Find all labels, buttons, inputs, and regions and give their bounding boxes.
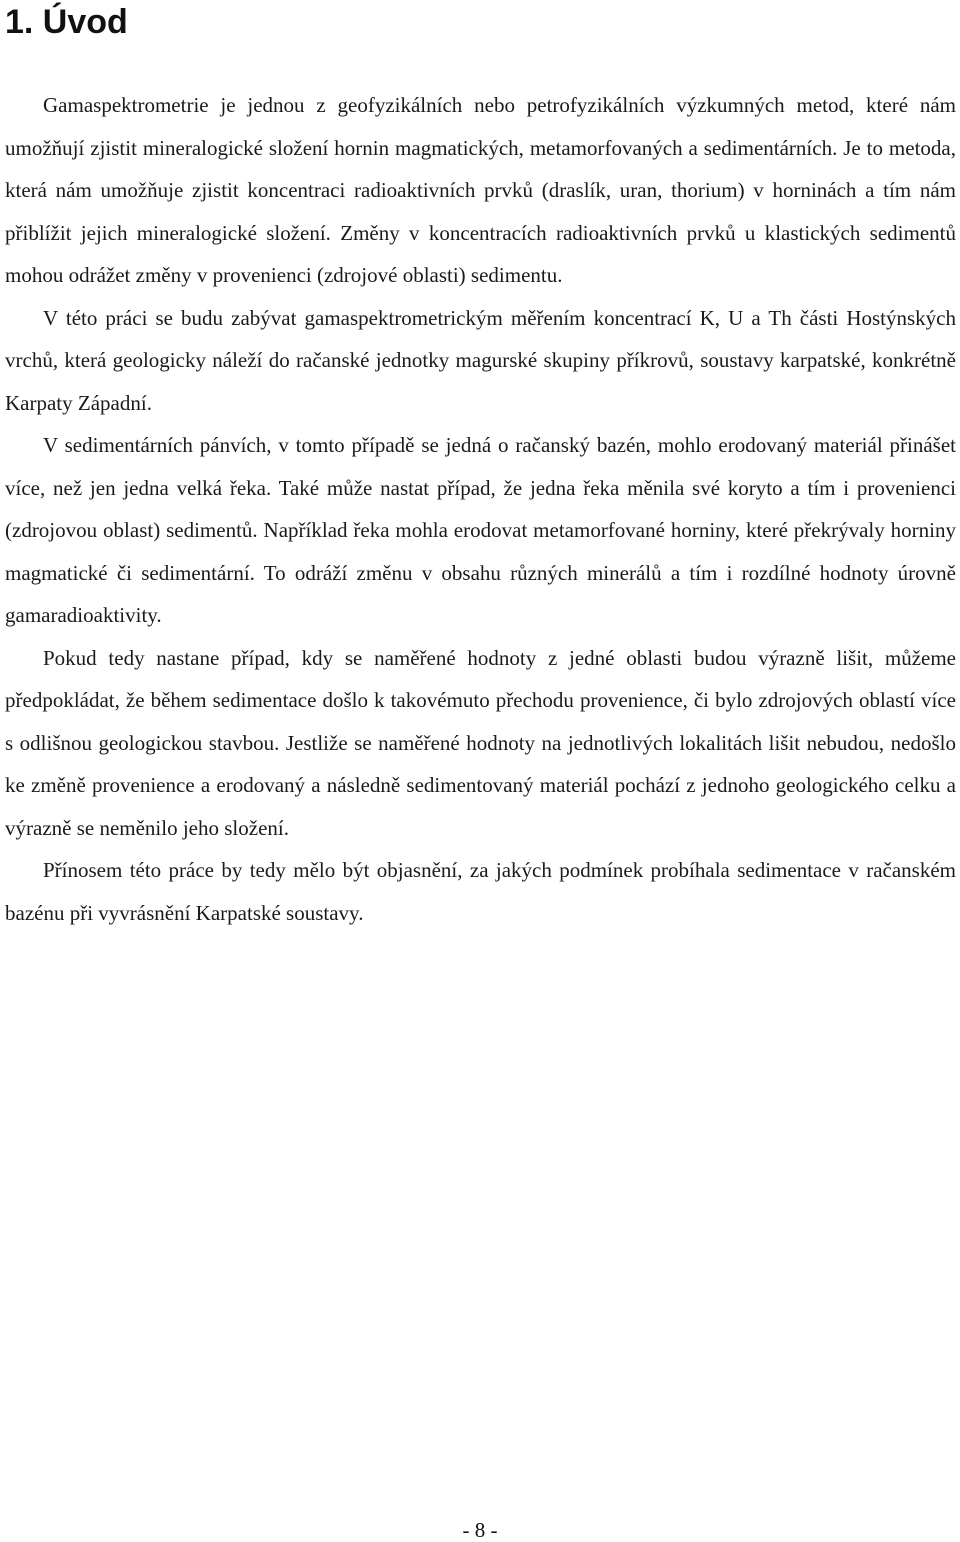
body-text	[5, 84, 956, 934]
paragraph-5: Přínosem této práce by tedy mělo být objasnění, za jakých podmínek probíhala sedimentace v račanském bazénu při vyvrásnění Karpatské soustavy.	[5, 858, 956, 925]
paragraph-2: V této práci se budu zabývat gamaspektrometrickým měřením koncentrací K, U a Th části Hostýnských vrchů, která geologicky náleží do račanské jednotky magurské skupiny příkrovů, soustavy karpatské, konkrétně Karpaty Západní.	[5, 305, 956, 415]
paragraph-3: V sedimentárních pánvích, v tomto případě se jedná o račanský bazén, mohlo erodovaný materiál přinášet více, než jen jedna velká řeka. Také může nastat případ, že jedna řeka měnila své koryto a tím i provenienci (zdrojovou oblast) sedimentů. Například řeka mohla erodovat metamorfované horniny, které překrývaly horniny magmatické či sedimentární. To odráží změnu v obsahu různých minerálů a tím i rozdílné hodnoty úrovně gamaradioaktivity.	[5, 433, 956, 627]
paragraph-4: Pokud tedy nastane případ, kdy se naměřené hodnoty z jedné oblasti budou výrazně lišit, můžeme předpokládat, že během sedimentace došlo k takovémuto přechodu provenience, či bylo zdrojových oblastí více s odlišnou geologickou stavbou. Jestliže se naměřené hodnoty na jednotlivých lokalitách lišit nebudou, nedošlo ke změně provenience a erodovaný a následně sedimentovaný materiál pochází z jednoho geologického celku a výrazně se neměnilo jeho složení.	[5, 645, 956, 840]
paragraph-1: Gamaspektrometrie je jednou z geofyzikálních nebo petrofyzikálních výzkumných metod, které nám umožňují zjistit mineralogické složení hornin magmatických, metamorfovaných a sedimentárních. Je to metoda, která nám umožňuje zjistit koncentraci radioaktivních prvků (draslík, uran, thorium) v horninách a tím nám přiblížit jejich mineralogické složení. Změny v koncentracích radioaktivních prvků u klastických sedimentů mohou odrážet změny v provenienci (zdrojové oblasti) sedimentu.	[5, 93, 956, 287]
page-number: - 8 -	[462, 1518, 498, 1542]
page-heading: 1. Úvod	[5, 3, 128, 41]
